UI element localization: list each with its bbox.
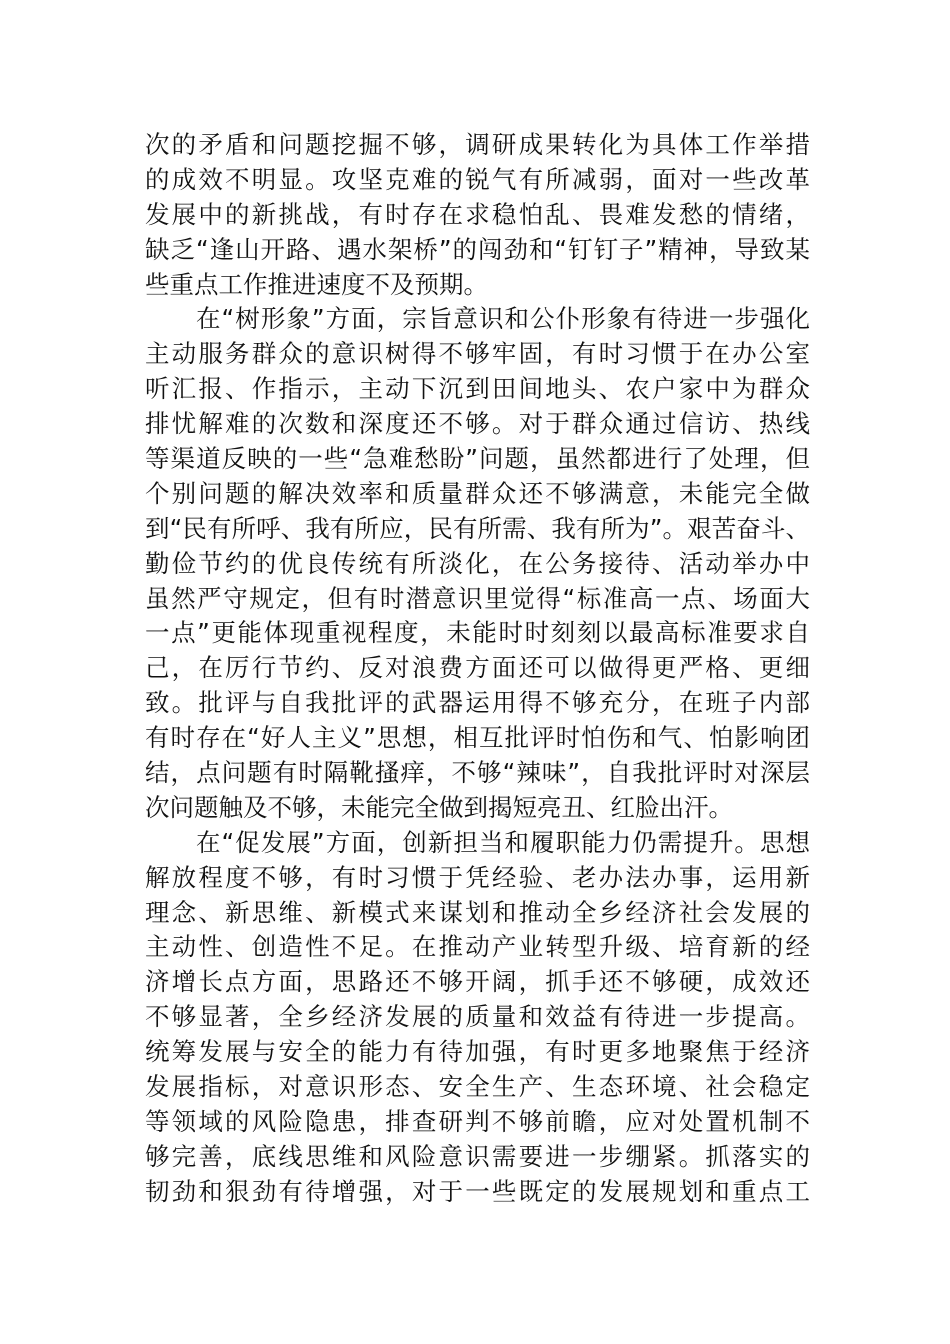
text-line: 到“民有所呼、我有所应，民有所需、我有所为”。艰苦奋斗、	[145, 513, 810, 543]
text-line: 发展中的新挑战，有时存在求稳怕乱、畏难发愁的情绪，	[145, 199, 810, 229]
text-line: 虽然严守规定，但有时潜意识里觉得“标准高一点、场面大	[145, 583, 810, 613]
text-line: 听汇报、作指示，主动下沉到田间地头、农户家中为群众	[145, 374, 810, 404]
text-line: 的成效不明显。攻坚克难的锐气有所减弱，面对一些改革	[145, 164, 810, 194]
text-line: 主动性、创造性不足。在推动产业转型升级、培育新的经	[145, 932, 810, 962]
text-line: 次的矛盾和问题挖掘不够，调研成果转化为具体工作举措	[145, 130, 810, 159]
text-line: 次问题触及不够，未能完全做到揭短亮丑、红脸出汗。	[145, 792, 733, 822]
text-line: 结，点问题有时隔靴搔痒，不够“辣味”，自我批评时对深层	[145, 758, 810, 788]
text-line: 韧劲和狠劲有待增强，对于一些既定的发展规划和重点工	[145, 1176, 810, 1206]
text-line: 个别问题的解决效率和质量群众还不够满意，未能完全做	[145, 478, 810, 508]
text-line: 统筹发展与安全的能力有待加强，有时更多地聚焦于经济	[145, 1037, 810, 1067]
text-line: 致。批评与自我批评的武器运用得不够充分，在班子内部	[145, 688, 810, 718]
text-line: 够完善，底线思维和风险意识需要进一步绷紧。抓落实的	[145, 1141, 810, 1171]
text-line: 些重点工作推进速度不及预期。	[145, 269, 488, 299]
text-line: 一点”更能体现重视程度，未能时时刻刻以最高标准要求自	[145, 618, 810, 648]
text-line: 等领域的风险隐患，排查研判不够前瞻，应对处置机制不	[145, 1106, 810, 1136]
text-line: 主动服务群众的意识树得不够牢固，有时习惯于在办公室	[145, 339, 810, 369]
paragraph-start-line: 在“树形象”方面，宗旨意识和公仆形象有待进一步强化	[196, 304, 810, 334]
text-line: 排忧解难的次数和深度还不够。对于群众通过信访、热线	[145, 409, 810, 439]
text-line: 等渠道反映的一些“急难愁盼”问题，虽然都进行了处理，但	[145, 444, 810, 474]
text-line: 有时存在“好人主义”思想，相互批评时怕伤和气、怕影响团	[145, 723, 810, 753]
text-line: 勤俭节约的优良传统有所淡化，在公务接待、活动举办中	[145, 548, 810, 578]
text-line: 缺乏“逢山开路、遇水架桥”的闯劲和“钉钉子”精神，导致某	[145, 234, 810, 264]
text-line: 不够显著，全乡经济发展的质量和效益有待进一步提高。	[145, 1002, 810, 1032]
text-line: 己，在厉行节约、反对浪费方面还可以做得更严格、更细	[145, 653, 810, 683]
text-line: 发展指标，对意识形态、安全生产、生态环境、社会稳定	[145, 1072, 810, 1102]
text-line: 济增长点方面，思路还不够开阔，抓手还不够硬，成效还	[145, 967, 810, 997]
text-line: 解放程度不够，有时习惯于凭经验、老办法办事，运用新	[145, 862, 810, 892]
paragraph-start-line: 在“促发展”方面，创新担当和履职能力仍需提升。思想	[196, 827, 810, 857]
text-line: 理念、新思维、新模式来谋划和推动全乡经济社会发展的	[145, 897, 810, 927]
body-text	[145, 128, 810, 1210]
